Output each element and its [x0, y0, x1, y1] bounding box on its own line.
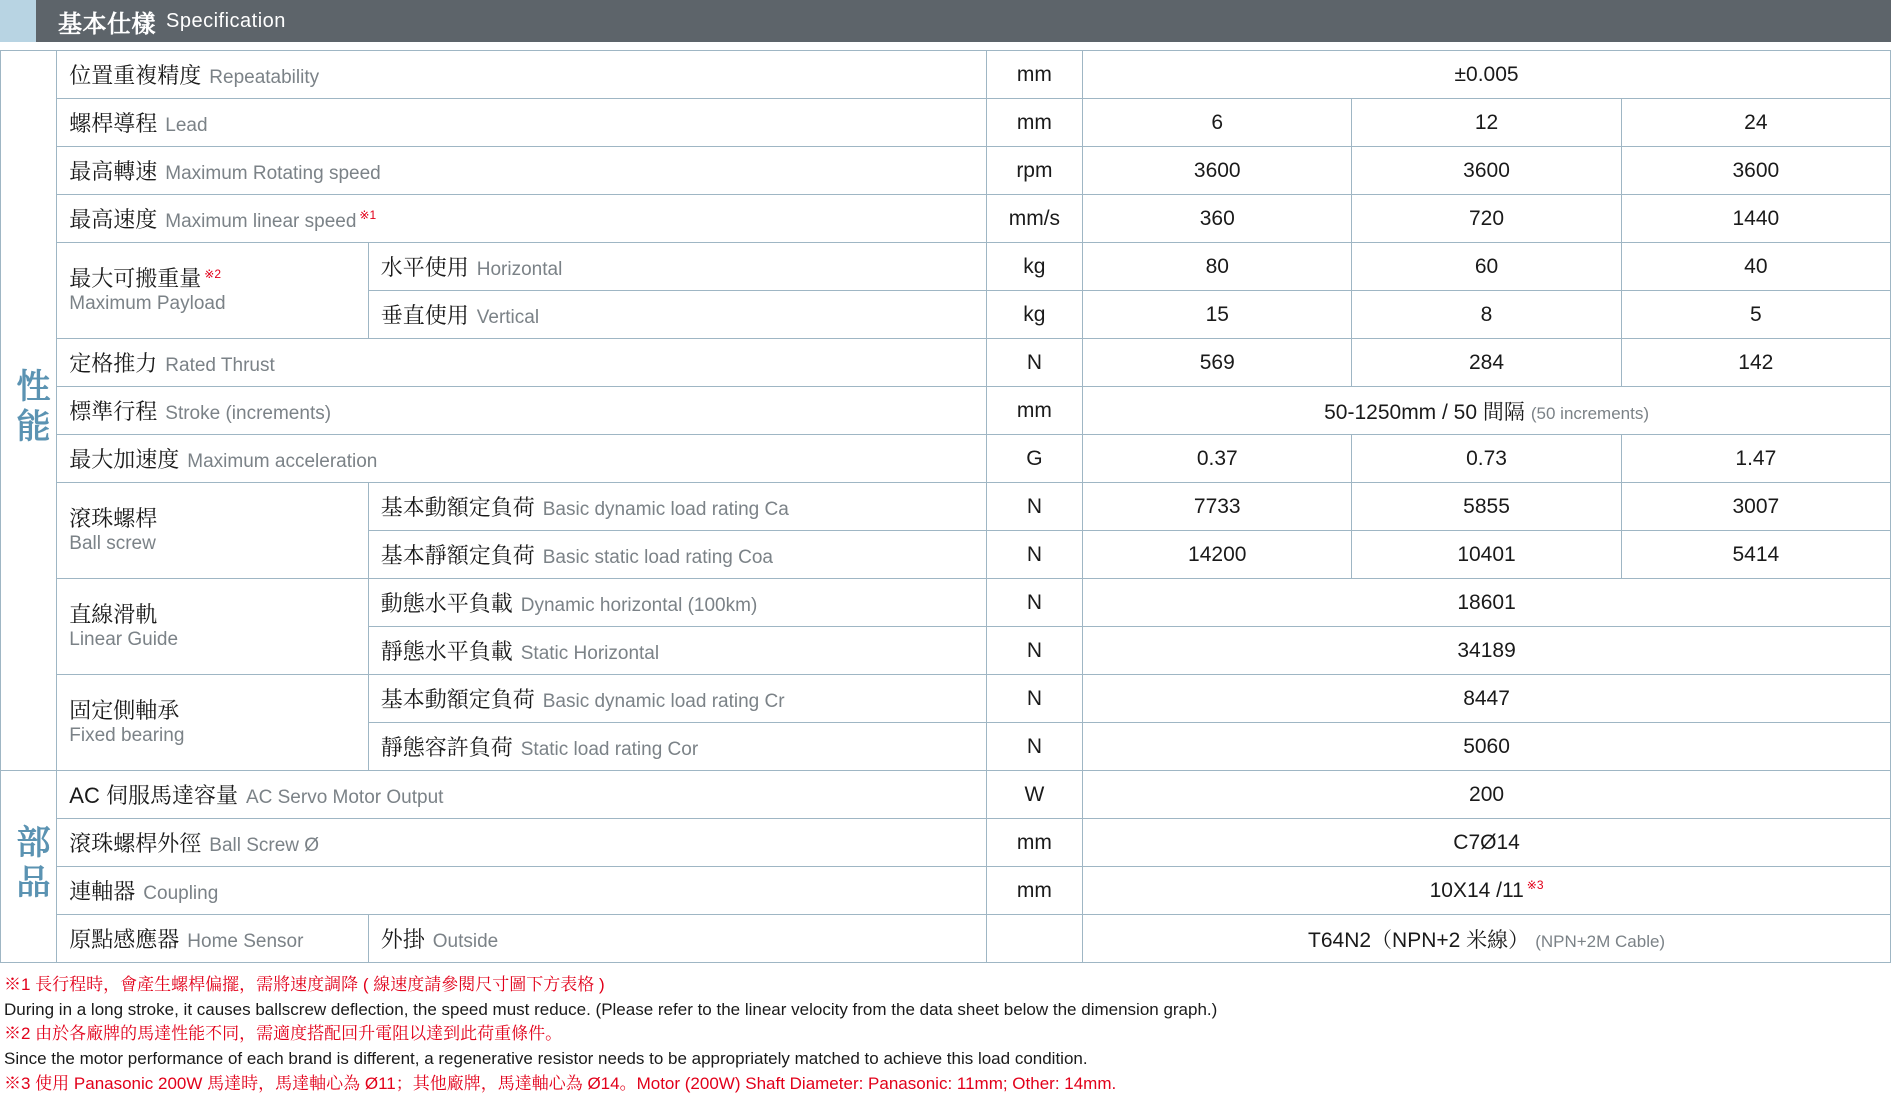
table-row [1, 243, 1891, 291]
row-label-cn: 螺桿導程 [69, 111, 158, 136]
row-unit: N [986, 723, 1082, 771]
row-group-label-cn: 固定側軸承 [69, 697, 180, 723]
row-group-label-en: Fixed bearing [69, 725, 185, 747]
row-unit: N [986, 483, 1082, 531]
row-value: 3600 [1352, 147, 1621, 195]
row-label-cn: 位置重複精度 [69, 63, 202, 88]
table-row [1, 867, 1891, 915]
row-label-lead [57, 99, 986, 147]
row-label-en: Repeatability [209, 67, 320, 88]
row-value-main: 10X14 /11 [1429, 879, 1524, 902]
row-unit: N [986, 579, 1082, 627]
row-value: 3600 [1083, 147, 1352, 195]
row-value: 12 [1352, 99, 1621, 147]
row-label-cn: 水平使用 [380, 255, 469, 280]
row-value: 10401 [1352, 531, 1621, 579]
row-value-sub: (NPN+2M Cable) [1535, 931, 1666, 951]
row-label-cn: 靜態水平負載 [380, 639, 513, 664]
row-value-main: T64N2（NPN+2 米線） [1308, 928, 1530, 952]
row-label-max-linear-speed [57, 195, 986, 243]
row-value [1083, 387, 1891, 435]
row-unit: W [986, 771, 1082, 819]
row-value: 3600 [1621, 147, 1890, 195]
row-group-label-en: Ball screw [69, 533, 156, 555]
row-label-en: Basic dynamic load rating Ca [542, 499, 789, 520]
row-value: 200 [1083, 771, 1891, 819]
row-label-max-rotating-speed [57, 147, 986, 195]
row-label-en: Rated Thrust [165, 355, 275, 376]
footnote-marker-3: ※3 [1526, 878, 1544, 892]
row-unit: mm [986, 99, 1082, 147]
row-value: 142 [1621, 339, 1890, 387]
row-label-cn: 最高速度 [69, 207, 158, 232]
row-label-en: Dynamic horizontal (100km) [520, 595, 758, 616]
row-label-cn: 原點感應器 [69, 927, 180, 952]
row-value: 3007 [1621, 483, 1890, 531]
footnote-line: ※1 長行程時，會產生螺桿偏擺，需將速度調降 ( 線速度請參閱尺寸圖下方表格 ) [4, 975, 605, 994]
group-label-parts: 部品 [11, 823, 49, 904]
row-group-label-cn: 直線滑軌 [69, 601, 158, 627]
row-label-coupling [57, 867, 986, 915]
row-label-repeatability [57, 51, 986, 99]
row-sublabel-cn: 外掛 [380, 927, 425, 952]
row-unit: mm [986, 819, 1082, 867]
row-value: 8 [1352, 291, 1621, 339]
row-value: 8447 [1083, 675, 1891, 723]
row-label-cn: AC 伺服馬達容量 [69, 783, 238, 808]
row-label-cn: 最大加速度 [69, 447, 180, 472]
row-value: 1.47 [1621, 435, 1890, 483]
table-row [1, 339, 1891, 387]
footnote-marker-1: ※1 [359, 208, 377, 222]
table-row [1, 819, 1891, 867]
row-label-en: Maximum Rotating speed [165, 163, 381, 184]
row-value: 40 [1621, 243, 1890, 291]
row-group-fixed-bearing [57, 675, 368, 771]
row-label-dynamic-horizontal [368, 579, 986, 627]
row-label-cn: 基本動額定負荷 [380, 495, 535, 520]
row-value: C7Ø14 [1083, 819, 1891, 867]
row-value-sub: (50 increments) [1530, 403, 1649, 423]
specification-table [0, 50, 1891, 963]
row-label-en: Lead [165, 115, 208, 136]
table-row [1, 99, 1891, 147]
row-value: 1440 [1621, 195, 1890, 243]
row-label-ball-screw-diameter [57, 819, 986, 867]
footnote-line: ※2 由於各廠牌的馬達性能不同，需適度搭配回升電阻以達到此荷重條件。 [4, 1024, 563, 1044]
row-value [1083, 867, 1891, 915]
row-label-en: AC Servo Motor Output [245, 787, 444, 808]
table-row [1, 579, 1891, 627]
row-label-cn: 靜態容許負荷 [380, 735, 513, 760]
row-unit: G [986, 435, 1082, 483]
row-label-en: Vertical [476, 307, 540, 328]
row-label-cn: 滾珠螺桿外徑 [69, 831, 202, 856]
row-label-basic-dynamic-cr [368, 675, 986, 723]
table-row [1, 771, 1891, 819]
row-label-en: Static Horizontal [520, 643, 660, 664]
row-label-en: Horizontal [476, 259, 563, 280]
row-label-en: Home Sensor [187, 931, 304, 952]
row-label-cn: 標準行程 [69, 399, 158, 424]
row-unit: rpm [986, 147, 1082, 195]
row-unit: mm [986, 51, 1082, 99]
row-label-en: Ball Screw Ø [209, 835, 320, 856]
table-row [1, 435, 1891, 483]
row-value: 24 [1621, 99, 1890, 147]
row-label-home-sensor [57, 915, 368, 963]
row-value: 80 [1083, 243, 1352, 291]
row-label-cn: 連軸器 [69, 879, 136, 904]
header-title-en: Specification [166, 9, 286, 32]
table-row [1, 387, 1891, 435]
row-value: 569 [1083, 339, 1352, 387]
row-value: 7733 [1083, 483, 1352, 531]
row-sublabel-en: Outside [432, 931, 499, 952]
row-group-cn [69, 265, 355, 293]
footnote-marker-2: ※2 [204, 266, 222, 281]
row-value: 18601 [1083, 579, 1891, 627]
group-cell-performance [1, 51, 57, 771]
row-unit: kg [986, 243, 1082, 291]
row-value: 720 [1352, 195, 1621, 243]
group-label-performance: 性能 [11, 367, 49, 448]
table-row [1, 147, 1891, 195]
row-group-label-en: Linear Guide [69, 629, 179, 651]
row-label-en: Basic static load rating Coa [542, 547, 773, 568]
row-label-basic-dynamic-ca [368, 483, 986, 531]
row-unit: mm/s [986, 195, 1082, 243]
row-value: ±0.005 [1083, 51, 1891, 99]
row-label-cn: 垂直使用 [380, 303, 469, 328]
row-value [1083, 915, 1891, 963]
footnote-line: Since the motor performance of each brand is different, a regenerative resistor needs to be appropriately matched to achieve this load condition. [4, 1048, 1088, 1068]
row-value: 284 [1352, 339, 1621, 387]
row-label-ac-servo-motor-output [57, 771, 986, 819]
row-unit: mm [986, 387, 1082, 435]
row-label-max-acceleration [57, 435, 986, 483]
row-label-cn: 定格推力 [69, 351, 158, 376]
row-group-linear-guide [57, 579, 368, 675]
row-label-static-cor [368, 723, 986, 771]
row-group-en: Maximum Payload [69, 293, 226, 315]
row-unit: N [986, 531, 1082, 579]
table-row [1, 675, 1891, 723]
row-unit [986, 915, 1082, 963]
row-value: 34189 [1083, 627, 1891, 675]
row-value: 5855 [1352, 483, 1621, 531]
table-row [1, 51, 1891, 99]
table-row [1, 483, 1891, 531]
row-value: 5414 [1621, 531, 1890, 579]
row-unit: kg [986, 291, 1082, 339]
row-value: 5060 [1083, 723, 1891, 771]
row-unit: N [986, 675, 1082, 723]
row-label-cn: 最高轉速 [69, 159, 158, 184]
row-unit: N [986, 627, 1082, 675]
row-value: 6 [1083, 99, 1352, 147]
row-label-horizontal [368, 243, 986, 291]
header-accent-block [0, 0, 36, 42]
table-row [1, 195, 1891, 243]
row-value: 60 [1352, 243, 1621, 291]
row-label-en: Basic dynamic load rating Cr [542, 691, 785, 712]
row-label-cn: 基本靜額定負荷 [380, 543, 535, 568]
header-title [36, 0, 1891, 42]
row-value: 14200 [1083, 531, 1352, 579]
row-label-en: Maximum linear speed [165, 211, 357, 232]
row-unit: mm [986, 867, 1082, 915]
row-label-static-horizontal [368, 627, 986, 675]
row-group-label-cn: 滾珠螺桿 [69, 505, 158, 531]
row-value-main: 50-1250mm / 50 間隔 [1324, 400, 1525, 424]
row-value: 360 [1083, 195, 1352, 243]
row-value: 0.73 [1352, 435, 1621, 483]
row-label-cn: 基本動額定負荷 [380, 687, 535, 712]
section-header [0, 0, 1891, 42]
row-value: 5 [1621, 291, 1890, 339]
row-label-en: Static load rating Cor [520, 739, 699, 760]
footnotes [0, 973, 1891, 1096]
row-group-ball-screw [57, 483, 368, 579]
row-label-en: Maximum acceleration [187, 451, 378, 472]
row-group-label-cn: 最大可搬重量 [69, 265, 202, 291]
row-value: 15 [1083, 291, 1352, 339]
footnote-line: ※3 使用 Panasonic 200W 馬達時，馬達軸心為 Ø11；其他廠牌，馬達軸心為 Ø14。Motor (200W) Shaft Diameter: Panasonic: 11mm; Other: 14mm. [4, 1073, 1117, 1093]
row-label-stroke [57, 387, 986, 435]
row-label-en: Coupling [143, 883, 219, 904]
table-row [1, 915, 1891, 963]
header-title-cn: 基本仕樣 [58, 10, 156, 38]
row-group-max-payload [57, 243, 368, 339]
row-label-cn: 動態水平負載 [380, 591, 513, 616]
row-label-rated-thrust [57, 339, 986, 387]
row-label-basic-static-coa [368, 531, 986, 579]
row-unit: N [986, 339, 1082, 387]
row-label-vertical [368, 291, 986, 339]
footnote-line: During in a long stroke, it causes ballscrew deflection, the speed must reduce. (Please refer to the linear velocity from the data sheet below the dimension graph.) [4, 999, 1218, 1019]
row-label-en: Stroke (increments) [165, 403, 332, 424]
group-cell-parts [1, 771, 57, 963]
row-value: 0.37 [1083, 435, 1352, 483]
row-sublabel-outside [368, 915, 986, 963]
